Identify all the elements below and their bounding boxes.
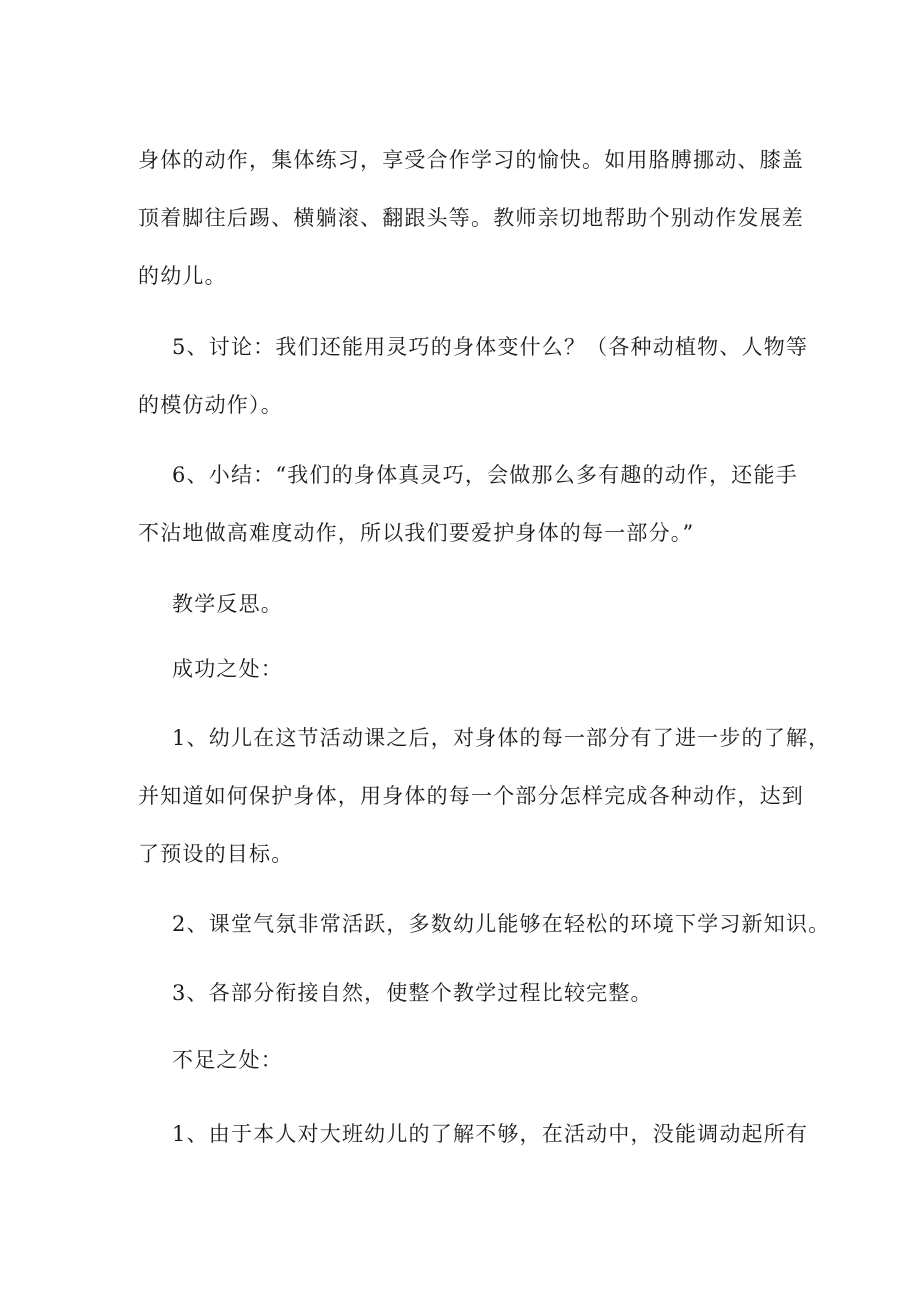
text-line: 1、幼儿在这节活动课之后，对身体的每一部分有了进一步的了解， [172, 726, 831, 750]
paragraph-shortcoming-1 [138, 1105, 809, 1163]
text-line: 不沾地做高难度动作，所以我们要爱护身体的每一部分。” [138, 521, 695, 545]
text-line: 顶着脚往后踢、横躺滚、翻跟头等。教师亲切地帮助个别动作发展差 [138, 206, 804, 230]
heading-successes [138, 640, 788, 698]
text-line: 的幼儿。 [138, 264, 227, 288]
text-line: 成功之处： [172, 657, 283, 681]
text-line: 身体的动作，集体练习，享受合作学习的愉快。如用胳膊挪动、膝盖 [138, 148, 804, 172]
text-line: 了预设的目标。 [138, 842, 294, 866]
paragraph-success-2 [138, 895, 831, 953]
text-line: 3、各部分衔接自然，使整个教学过程比较完整。 [172, 981, 653, 1005]
text-line: 2、课堂气氛非常活跃，多数幼儿能够在轻松的环境下学习新知识。 [172, 912, 831, 936]
heading-teaching-reflection [138, 575, 788, 633]
text-line: 1、由于本人对大班幼儿的了解不够，在活动中，没能调动起所有 [172, 1122, 809, 1146]
text-line: 教学反思。 [172, 592, 283, 616]
paragraph-success-3 [138, 964, 788, 1022]
text-line: 并知道如何保护身体，用身体的每一个部分怎样完成各种动作，达到 [138, 784, 804, 808]
paragraph-step-5-discussion [138, 318, 809, 434]
text-line: 5、讨论：我们还能用灵巧的身体变什么？（各种动植物、人物等 [172, 335, 809, 359]
text-line: 不足之处： [172, 1048, 283, 1072]
text-line: 的模仿动作）。 [138, 393, 283, 417]
heading-shortcomings [138, 1031, 788, 1089]
paragraph-success-1 [138, 709, 831, 883]
paragraph-step-6-summary [138, 446, 798, 562]
paragraph-continued-actions [138, 131, 804, 305]
text-line: 6、小结：“我们的身体真灵巧，会做那么多有趣的动作，还能手 [172, 463, 798, 487]
